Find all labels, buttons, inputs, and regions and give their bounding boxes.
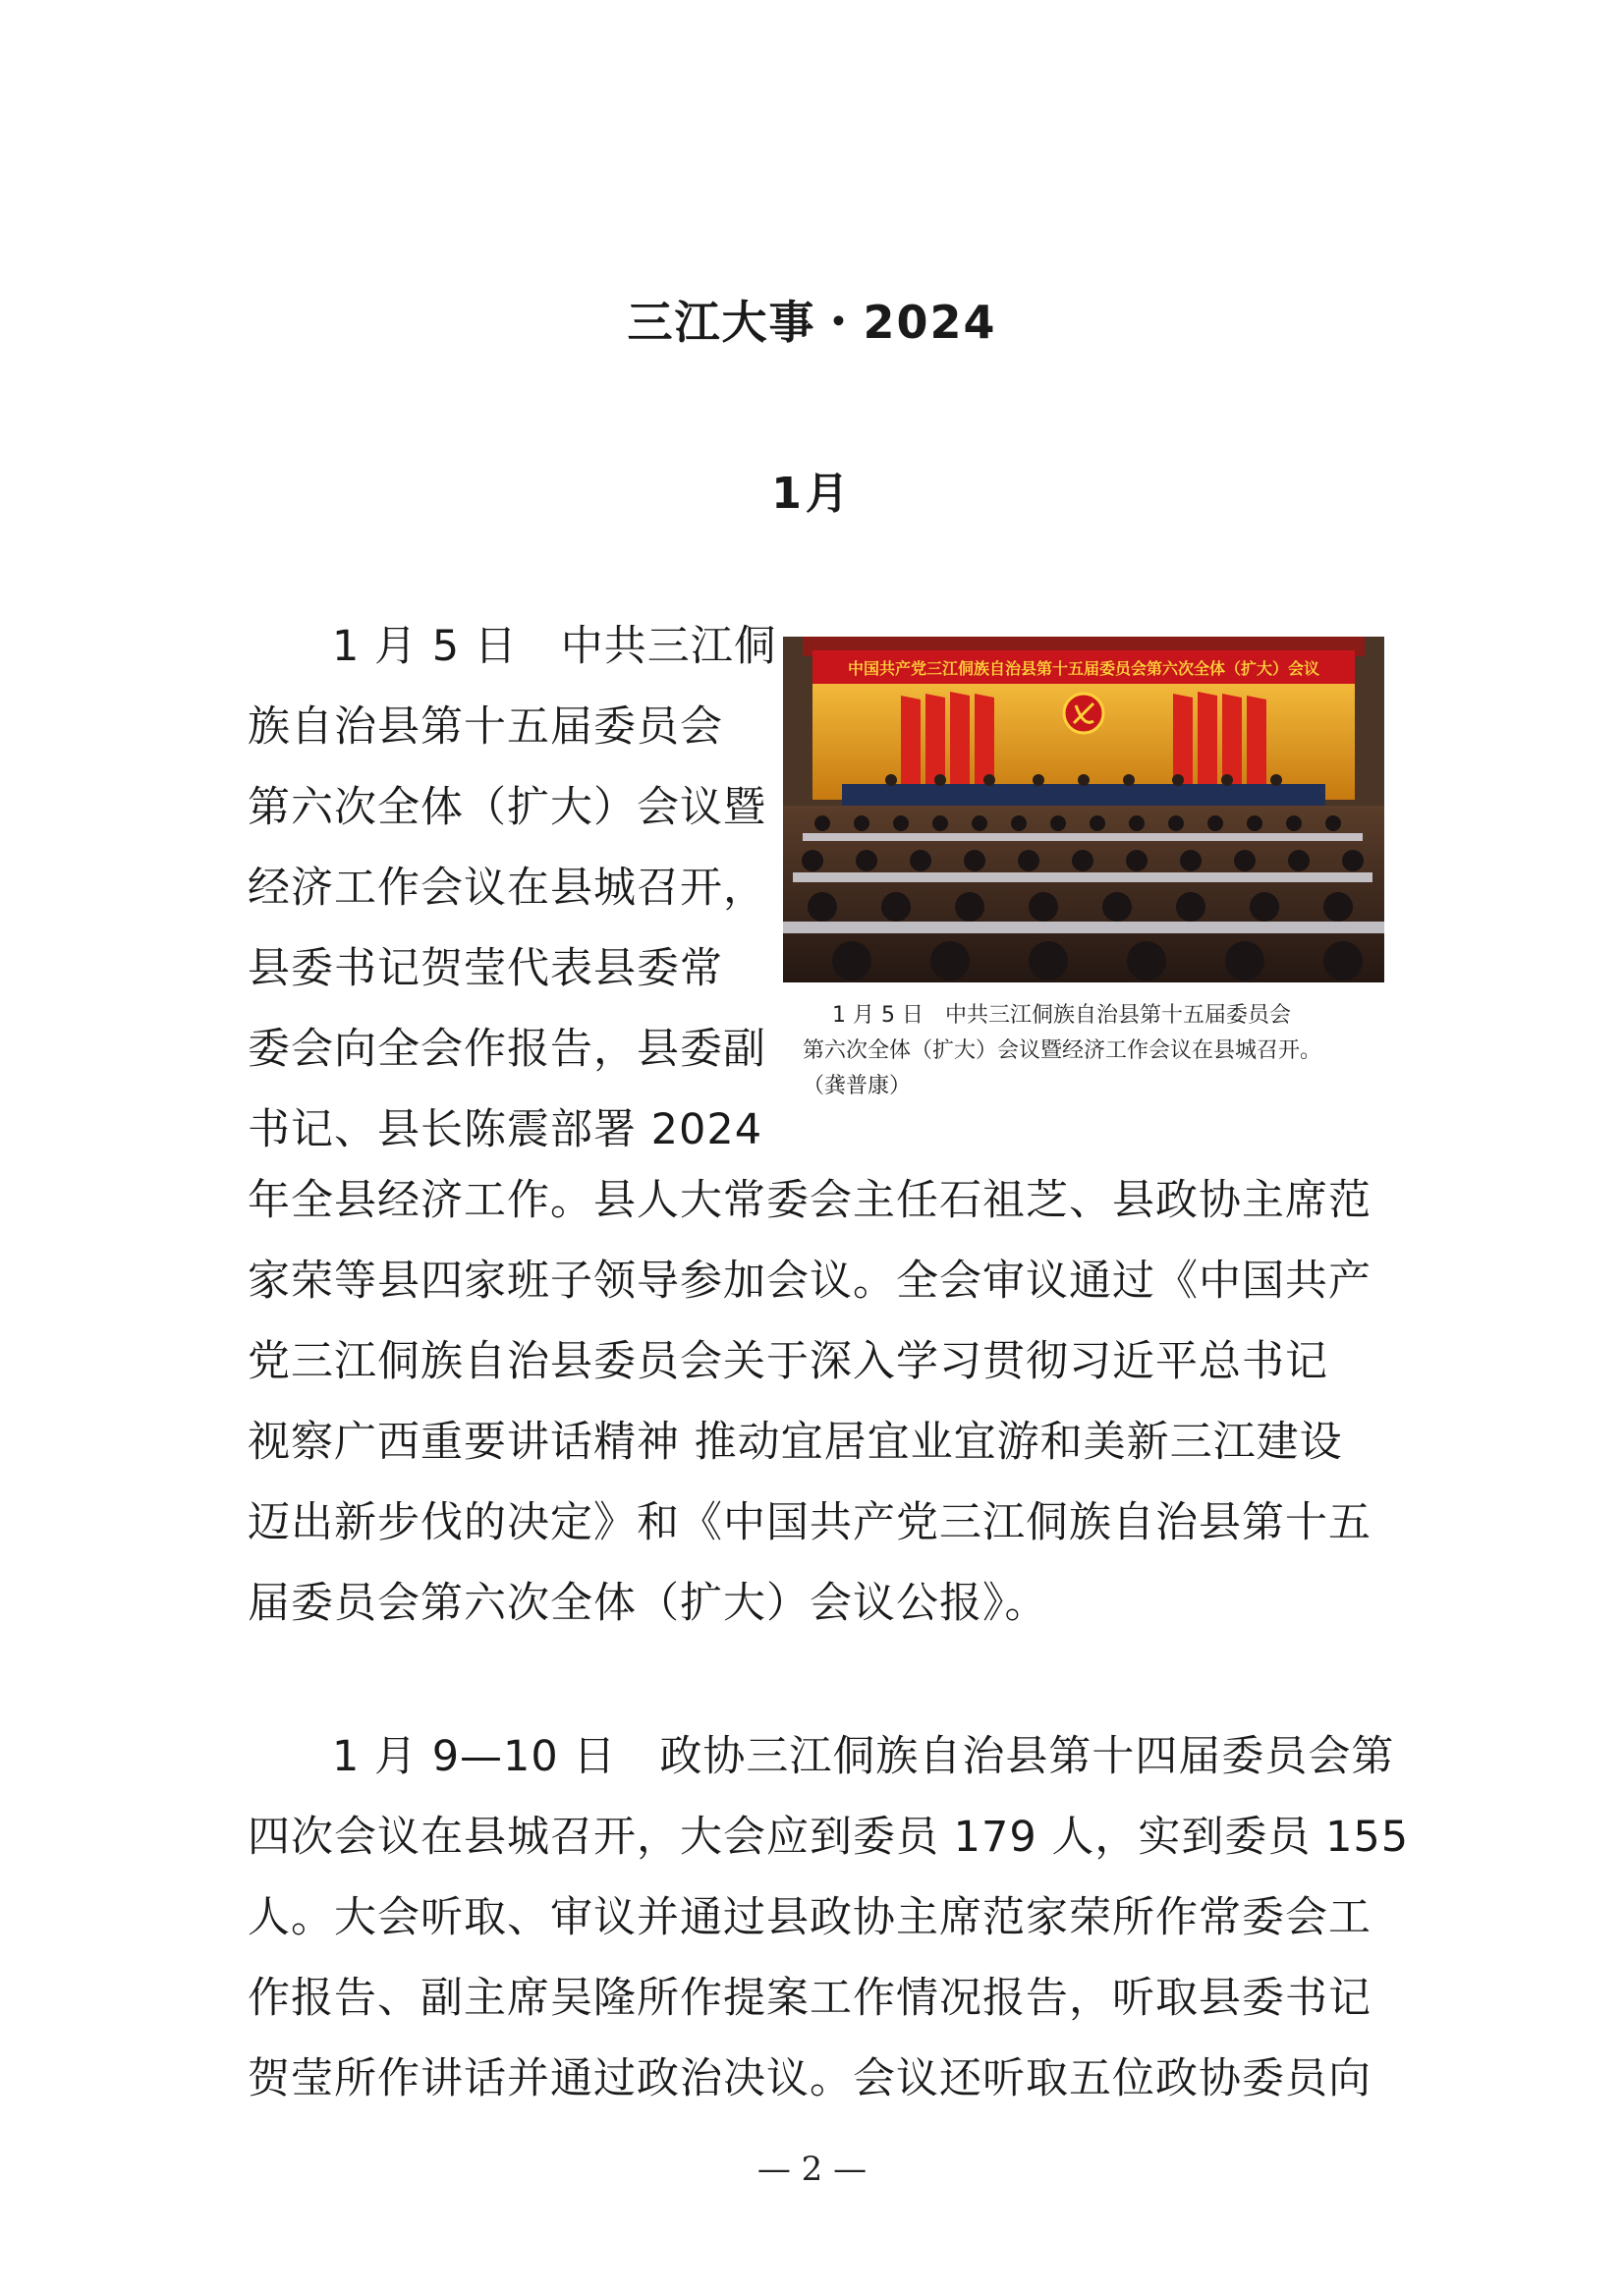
body-line: 党三江侗族自治县委员会关于深入学习贯彻习近平总书记 — [248, 1337, 1328, 1386]
caption-line: 第六次全体（扩大）会议暨经济工作会议在县城召开。 — [803, 1038, 1322, 1063]
document-title: 三江大事・2024 — [627, 296, 997, 349]
body-line: 迈出新步伐的决定》和《中国共产党三江侗族自治县第十五 — [248, 1498, 1372, 1547]
body-line: 四次会议在县城召开，大会应到委员 179 人，实到委员 155 — [248, 1813, 1410, 1862]
body-line: 书记、县长陈震部署 2024 — [248, 1105, 763, 1154]
body-line: 作报告、副主席吴隆所作提案工作情况报告，听取县委书记 — [248, 1974, 1372, 2023]
body-line: 经济工作会议在县城召开， — [248, 864, 766, 913]
body-line: 家荣等县四家班子领导参加会议。全会审议通过《中国共产 — [248, 1257, 1372, 1306]
body-line: 委会向全会作报告，县委副 — [248, 1025, 766, 1074]
body-line: 1 月 9—10 日 政协三江侗族自治县第十四届委员会第 — [332, 1732, 1395, 1781]
entry-jan-5-continued — [248, 1160, 1387, 1644]
caption-line: （龚普康） — [803, 1074, 912, 1098]
page-number: — 2 — — [756, 2150, 868, 2189]
month-heading: 1月 — [771, 469, 853, 519]
caption-line: 1 月 5 日 中共三江侗族自治县第十五届委员会 — [832, 1003, 1291, 1028]
body-line: 贺莹所作讲话并通过政治决议。会议还听取五位政协委员向 — [248, 2054, 1372, 2103]
entry-jan-5-wrapped — [248, 606, 777, 1170]
body-line: 1 月 5 日 中共三江侗 — [332, 622, 777, 671]
body-line: 族自治县第十五届委员会 — [248, 702, 723, 752]
body-line: 县委书记贺莹代表县委常 — [248, 944, 723, 993]
body-line: 视察广西重要讲话精神 推动宜居宜业宜游和美新三江建设 — [248, 1418, 1343, 1467]
photo-banner: 中国共产党三江侗族自治县第十五届委员会第六次全体（扩大）会议 — [847, 659, 1320, 678]
body-line: 届委员会第六次全体（扩大）会议公报》。 — [248, 1579, 1048, 1628]
body-line: 人。大会听取、审议并通过县政协主席范家荣所作常委会工 — [248, 1893, 1372, 1942]
body-line: 年全县经济工作。县人大常委会主任石祖芝、县政协主席范 — [248, 1176, 1372, 1225]
body-line: 第六次全体（扩大）会议暨 — [248, 783, 766, 832]
entry-jan-9-10 — [248, 1716, 1410, 2119]
photo-caption — [783, 998, 1384, 1104]
meeting-photo — [783, 637, 1384, 982]
